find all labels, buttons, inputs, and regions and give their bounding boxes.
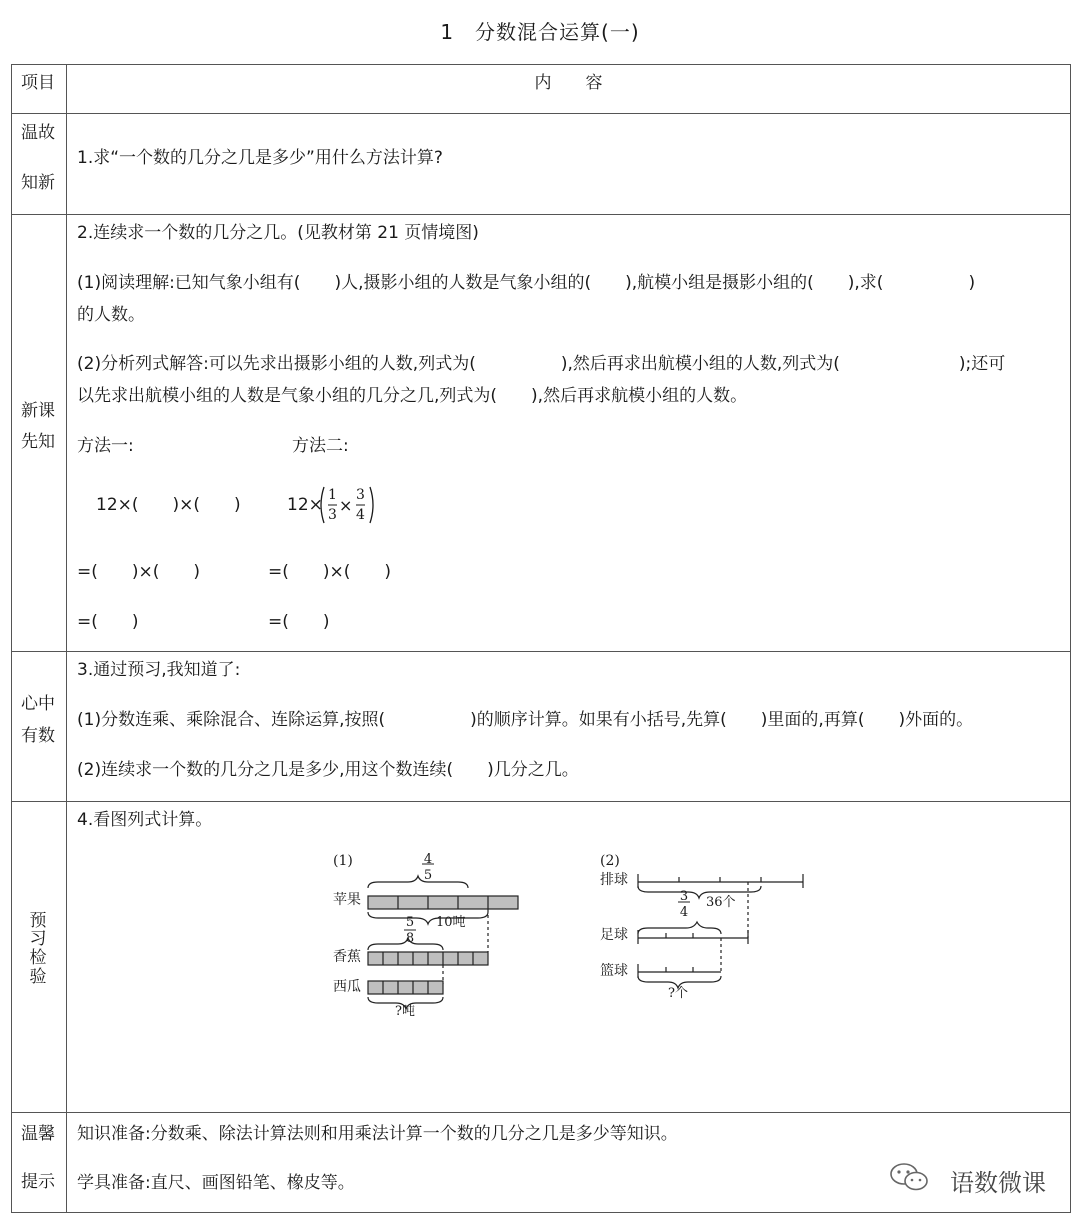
method-2-step-1: =( )×( ) (268, 562, 392, 582)
method-1-expression: 12×( )×( ) (96, 495, 241, 515)
question-4: 4.看图列式计算。 (77, 810, 213, 830)
summary-point-1: (1)分数连乘、乘除混合、连除运算,按照( )的顺序计算。如果有小括号,先算( )里面的,再算( )外面的。 (77, 710, 974, 730)
summary-label-2: 有数 (21, 726, 55, 746)
method-2-label: 方法二: (292, 436, 349, 456)
figure-2-graphics (598, 850, 813, 1000)
watermark-text: 语数微课 (950, 1169, 1046, 1197)
part-2-line-1: (2)分析列式解答:可以先求出摄影小组的人数,列式为( ),然后再求出航模小组的人数,列式为( );还可 (77, 354, 1006, 374)
method-2-step-2: =( ) (268, 612, 330, 632)
fig2-volleyball-label: 排球 (600, 872, 628, 888)
fig1-melon-question: ?吨 (395, 1004, 415, 1019)
fig2-frac-num: 3 (679, 889, 689, 904)
tip-tools: 学具准备:直尺、画图铅笔、橡皮等。 (77, 1173, 355, 1193)
method-1-step-2: =( ) (77, 612, 139, 632)
newlesson-label-1: 新课 (21, 401, 55, 421)
m2-frac1-den: 3 (328, 507, 337, 523)
check-label-char: 检 (29, 948, 47, 968)
tips-label-1: 温馨 (21, 1124, 55, 1144)
check-label-char: 验 (29, 967, 47, 987)
check-label-char: 预 (29, 911, 47, 931)
review-label-1: 温故 (21, 123, 55, 143)
fig1-top-frac-den: 5 (423, 868, 433, 883)
m2-prefix: 12× (287, 495, 323, 515)
question-3: 3.通过预习,我知道了: (77, 660, 241, 680)
summary-label-1: 心中 (21, 694, 55, 714)
question-1: 1.求“一个数的几分之几是多少”用什么方法计算? (77, 148, 443, 168)
m2-times: × (339, 496, 353, 515)
fig2-basketball-label: 篮球 (600, 963, 628, 979)
m2-frac2-num: 3 (356, 487, 365, 503)
fig2-football-label: 足球 (600, 927, 628, 943)
m2-frac2-den: 4 (356, 507, 365, 523)
part-1-line-2: 的人数。 (77, 305, 145, 325)
fig1-top-frac-num: 4 (423, 852, 433, 867)
header-item: 项目 (21, 73, 55, 93)
fig2-question: ?个 (668, 986, 688, 1001)
fig1-mid-frac-num: 5 (405, 915, 415, 930)
m2-frac1-num: 1 (328, 487, 337, 503)
summary-point-2: (2)连续求一个数的几分之几是多少,用这个数连续( )几分之几。 (77, 760, 579, 780)
part-2-line-2: 以先求出航模小组的人数是气象小组的几分之几,列式为( ),然后再求航模小组的人数。 (77, 386, 748, 406)
check-label-char: 习 (29, 929, 47, 949)
fig1-melon-label: 西瓜 (333, 979, 361, 995)
method-1-step-1: =( )×( ) (77, 562, 201, 582)
fig1-banana-label: 香蕉 (333, 949, 361, 965)
fig2-frac-den: 4 (679, 905, 689, 920)
fig1-mid-frac-den: 8 (405, 931, 415, 946)
part-1-line-1: (1)阅读理解:已知气象小组有( )人,摄影小组的人数是气象小组的( ),航模小组是摄影小组的( ),求( ) (77, 273, 976, 293)
fig1-apple-amount: 10吨 (436, 915, 466, 930)
fig2-tag: (2) (600, 853, 620, 869)
fig1-tag: (1) (333, 853, 353, 869)
fig2-count: 36个 (706, 895, 736, 910)
wechat-icon (888, 1160, 932, 1194)
method-1-label: 方法一: (77, 436, 134, 456)
page-title: 1 分数混合运算(一) (440, 20, 640, 44)
tip-knowledge: 知识准备:分数乘、除法计算法则和用乘法计算一个数的几分之几是多少等知识。 (77, 1124, 678, 1144)
tips-label-2: 提示 (21, 1172, 55, 1192)
review-label-2: 知新 (21, 173, 55, 193)
question-2: 2.连续求一个数的几分之几。(见教材第 21 页情境图) (77, 223, 479, 243)
newlesson-label-2: 先知 (21, 432, 55, 452)
header-content: 内 容 (534, 73, 603, 93)
fig1-apple-label: 苹果 (333, 892, 361, 908)
